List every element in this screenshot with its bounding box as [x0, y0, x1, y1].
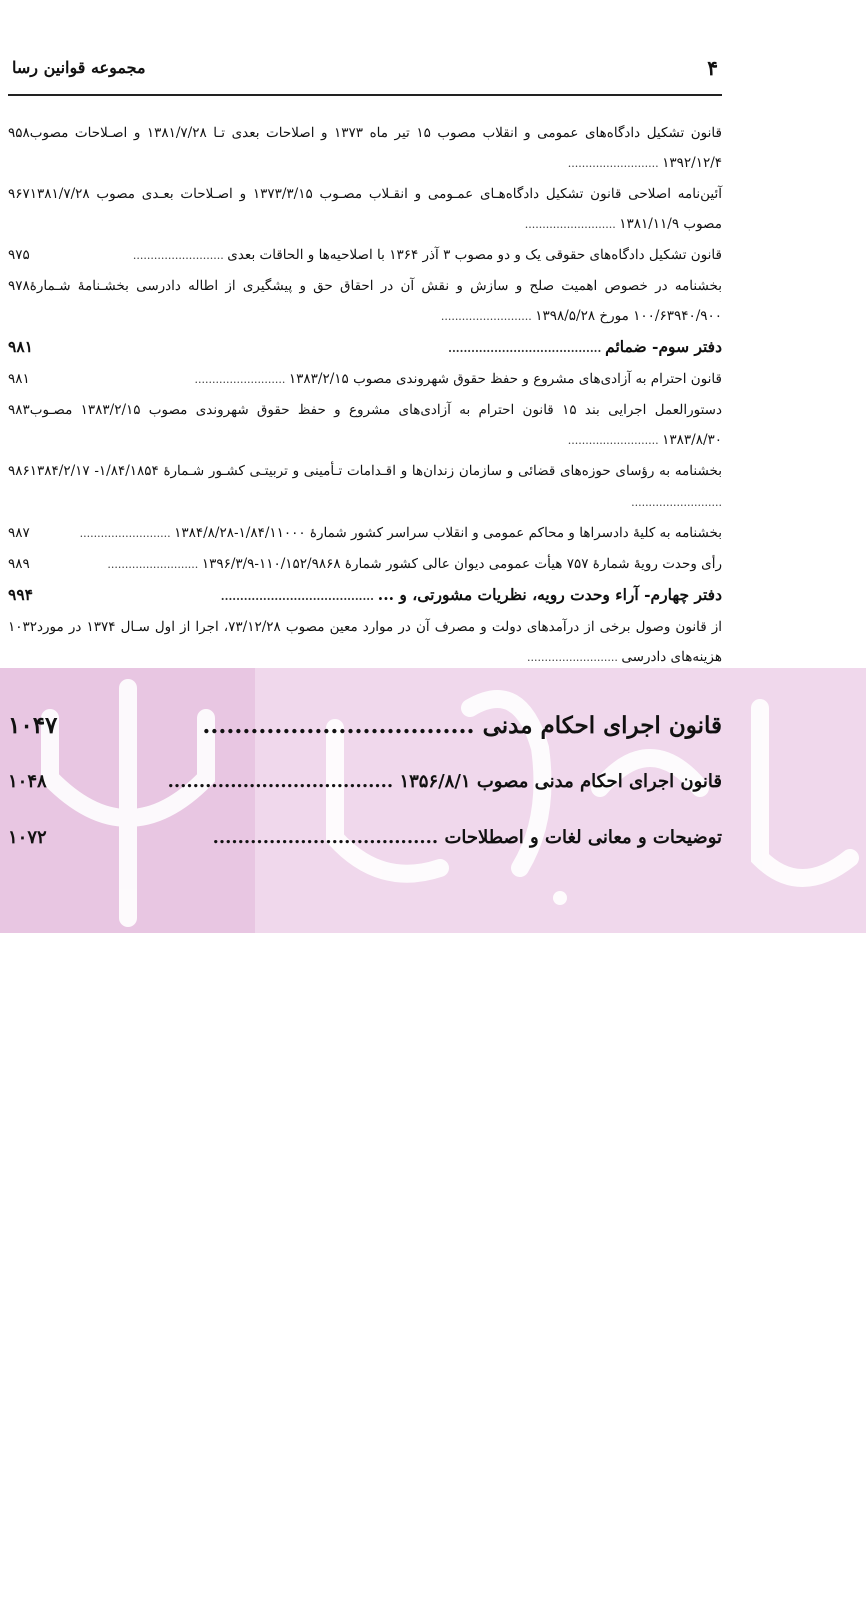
leader-dots: ..........................	[132, 249, 228, 262]
leader-dots: ..........................	[526, 651, 622, 664]
featured-toc-entry	[8, 754, 722, 810]
featured-toc-entry	[8, 698, 722, 754]
toc-section-heading	[8, 332, 722, 364]
leader-dots: ..........................	[567, 434, 663, 447]
toc-page-number: ۹۷۸	[8, 278, 30, 294]
page-number: ۴	[707, 56, 718, 80]
toc-entry-title: توضیحات و معانی لغات و اصطلاحات	[444, 827, 722, 848]
leader-dots: ..................................	[202, 712, 483, 739]
toc-page-number: ۹۵۸	[8, 125, 30, 141]
toc-page-number: ۹۸۱	[8, 371, 30, 387]
toc-entry-title: بخشنامه در خصوص اهمیت صلح و سازش و نقش آن در احقاق حق و پیشگیری از اطاله دادرسی بخشـنامهٔ شـمارهٔ ۱۰۰/۶۳۹۴۰/۹۰۰ مورخ ۱۳۹۸/۵/۲۸	[29, 278, 722, 324]
leader-dots: ..........................	[440, 310, 536, 323]
leader-dots: ....................................	[212, 827, 445, 848]
toc-entry-title: بخشنامه به کلیهٔ دادسراها و محاکم عمومی و انقلاب سراسر کشور شمارهٔ ۱/۸۴/۱۱۰۰۰-۱۳۸۴/۸/۲۸	[174, 525, 722, 541]
toc-entry-title: دفتر سوم- ضمائم	[605, 337, 722, 356]
toc-entry-title: قانون احترام به آزادی‌های مشروع و حفظ حقوق شهروندی مصوب ۱۳۸۳/۲/۱۵	[288, 371, 722, 387]
toc-entry-title: قانون اجرای احکام مدنی	[482, 712, 722, 739]
toc-page-number: ۹۹۴	[8, 585, 33, 604]
toc-entry-title: دفتر چهارم- آراء وحدت رویه، نظریات مشورتی، و ...	[377, 585, 722, 604]
toc-entry-title: از قانون وصول برخی از درآمدهای دولت و مصرف آن در موارد معین مصوب ۷۳/۱۲/۲۸، اجرا از اول سـال ۱۳۷۴ در مورد هزینه‌های دادرسی	[37, 619, 723, 665]
toc-page-number: ۹۸۶	[8, 463, 30, 479]
toc-entry-title: دستورالعمل اجرایی بند ۱۵ قانون احترام به آزادی‌های مشروع و حفظ حقوق شهروندی مصوب ۱۳۸۳/۲/۱۵ مصـوب ۱۳۸۳/۸/۳۰	[29, 402, 722, 448]
toc-section-heading	[8, 580, 722, 612]
leader-dots: ........................................	[220, 590, 378, 603]
toc-page-number: ۹۸۱	[8, 337, 33, 356]
leader-dots: ..........................	[107, 558, 202, 571]
toc-entry-title: قانون تشکیل دادگاه‌های عمومی و انقلاب مصوب ۱۵ تیر ماه ۱۳۷۳ و اصلاحات بعدی تـا ۱۳۸۱/۷/۲۸ و اصـلاحات مصوب ۱۳۹۲/۱۲/۴	[29, 125, 722, 171]
toc-entry-title: قانون اجرای احکام مدنی مصوب ۱۳۵۶/۸/۱	[399, 771, 722, 792]
toc-page-number: ۹۸۷	[8, 525, 30, 541]
toc-entry-title: رأی وحدت رویهٔ شمارهٔ ۷۵۷ هیأت عمومی دیوان عالی کشور شمارهٔ ۱۱۰/۱۵۲/۹۸۶۸-۱۳۹۶/۳/۹	[201, 556, 722, 572]
toc-page-number: ۱۰۴۸	[8, 771, 47, 792]
toc-page-number: ۹۸۹	[8, 556, 30, 572]
leader-dots: ..........................	[631, 496, 722, 509]
leader-dots: ........................................	[448, 342, 606, 355]
toc-entry-title: بخشنامه به رؤسای حوزه‌های قضائی و سازمان زندان‌ها و اقـدامات تـأمینی و تربیتـی کشـور شـمارهٔ ۱/۸۴/۱۸۵۴- ۱۳۸۴/۲/۱۷	[29, 463, 722, 479]
toc-page-number: ۱۰۷۲	[8, 827, 47, 848]
toc-entry	[8, 364, 722, 395]
toc-entry	[8, 240, 722, 271]
toc-page-number: ۹۸۳	[8, 402, 30, 418]
toc-entry-title: قانون تشکیل دادگاه‌های حقوقی یک و دو مصوب ۳ آذر ۱۳۶۴ با اصلاحیه‌ها و الحاقات بعدی	[227, 247, 722, 263]
toc-entry	[8, 518, 722, 549]
toc-entry	[8, 271, 722, 332]
toc-page-number: ۱۰۳۲	[8, 619, 38, 635]
book-title: مجموعه قوانین رسا	[12, 58, 146, 77]
leader-dots: ..........................	[524, 218, 620, 231]
toc-page-number: ۹۶۷	[8, 186, 30, 202]
toc-page-number: ۹۷۵	[8, 247, 30, 263]
featured-toc-entry	[8, 810, 722, 866]
leader-dots: ..........................	[194, 373, 289, 386]
toc-entry	[8, 179, 722, 240]
leader-dots: ....................................	[167, 771, 400, 792]
toc-page-number: ۱۰۴۷	[8, 712, 58, 739]
toc-entry	[8, 118, 722, 179]
leader-dots: ..........................	[79, 527, 175, 540]
leader-dots: ..........................	[567, 157, 663, 170]
toc-entry	[8, 456, 722, 518]
toc-entry	[8, 549, 722, 580]
featured-toc	[8, 698, 722, 866]
toc-entry-title: آئین‌نامه اصلاحی قانون تشکیل دادگاه‌هـای عمـومی و انقـلاب مصـوب ۱۳۷۳/۳/۱۵ و اصـلاحات بعـدی مصوب ۱۳۸۱/۷/۲۸ مصوب ۱۳۸۱/۱۱/۹	[29, 186, 722, 232]
toc-entry	[8, 395, 722, 456]
page-header	[8, 50, 722, 96]
toc-entry	[8, 612, 722, 673]
table-of-contents	[8, 118, 722, 673]
